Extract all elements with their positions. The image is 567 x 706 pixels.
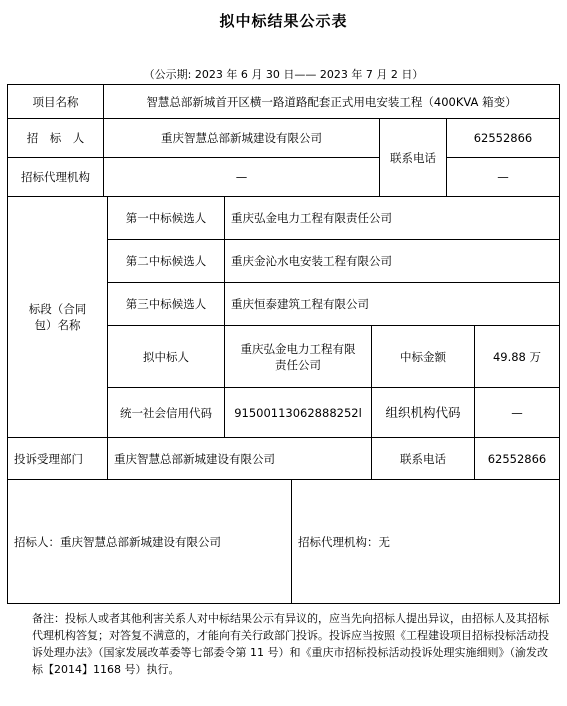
- credit-code-label: 统一社会信用代码: [120, 405, 212, 420]
- candidate-3-label: 第三中标候选人: [125, 297, 207, 311]
- contact-phone-value: 62552866: [473, 131, 533, 145]
- complaint-contact-value: 62552866: [487, 451, 547, 466]
- contact-phone-label: 联系电话: [390, 150, 436, 165]
- agency-contact-value: —: [497, 170, 509, 184]
- candidate-2-label: 第二中标候选人: [125, 254, 207, 268]
- complaint-dept-label: 投诉受理部门: [14, 451, 83, 466]
- complaint-contact-label: 联系电话: [400, 451, 446, 466]
- candidate-3-value: 重庆恒泰建筑工程有限公司: [231, 297, 369, 311]
- org-code-value: —: [511, 405, 523, 420]
- winner-label: 拟中标人: [143, 349, 189, 364]
- footnote-remarks: 备注：投标人或者其他利害关系人对中标结果公示有异议的，应当先向招标人提出异议，由招标人及其招标代理机构答复；对答复不满意的，才能向有关行政部门投诉。投诉应当按照《工程建设项目招标投标活动投诉处理办法》（国家发展改革委等七部委令第 11 号）和《重庆市招标投标活动投诉处理实施细则》（渝发改标【2014】1168 号）执行。: [32, 612, 549, 676]
- bid-amount-label: 中标金额: [400, 349, 446, 364]
- signature-agency: 招标代理机构：无: [298, 534, 390, 549]
- candidate-1-label: 第一中标候选人: [125, 211, 207, 225]
- complaint-dept-value: 重庆智慧总部新城建设有限公司: [114, 451, 275, 466]
- project-name-value: 智慧总部新城首开区横一路道路配套正式用电安装工程（400KVA 箱变）: [146, 94, 517, 109]
- tenderer-value: 重庆智慧总部新城建设有限公司: [161, 131, 322, 145]
- agency-label: 招标代理机构: [21, 170, 90, 184]
- project-name-label: 项目名称: [32, 94, 79, 109]
- org-code-label: 组织机构代码: [385, 404, 461, 420]
- candidate-1-value: 重庆弘金电力工程有限责任公司: [231, 211, 392, 225]
- tenderer-label: 招 标 人: [26, 131, 85, 145]
- page-title: 拟中标结果公示表: [219, 12, 348, 30]
- credit-code-value: 91500113062888252l: [234, 405, 362, 420]
- section-name-label: 标段（合同包）名称: [28, 302, 87, 332]
- announcement-period: （公示期: 2023 年 6 月 30 日—— 2023 年 7 月 2 日）: [143, 68, 424, 81]
- winner-value: 重庆弘金电力工程有限责任公司: [240, 341, 356, 372]
- signature-tenderer: 招标人：重庆智慧总部新城建设有限公司: [14, 534, 221, 549]
- agency-value: —: [235, 170, 248, 184]
- bid-amount-value: 49.88 万: [492, 349, 542, 364]
- candidate-2-value: 重庆金沁水电安装工程有限公司: [231, 254, 392, 268]
